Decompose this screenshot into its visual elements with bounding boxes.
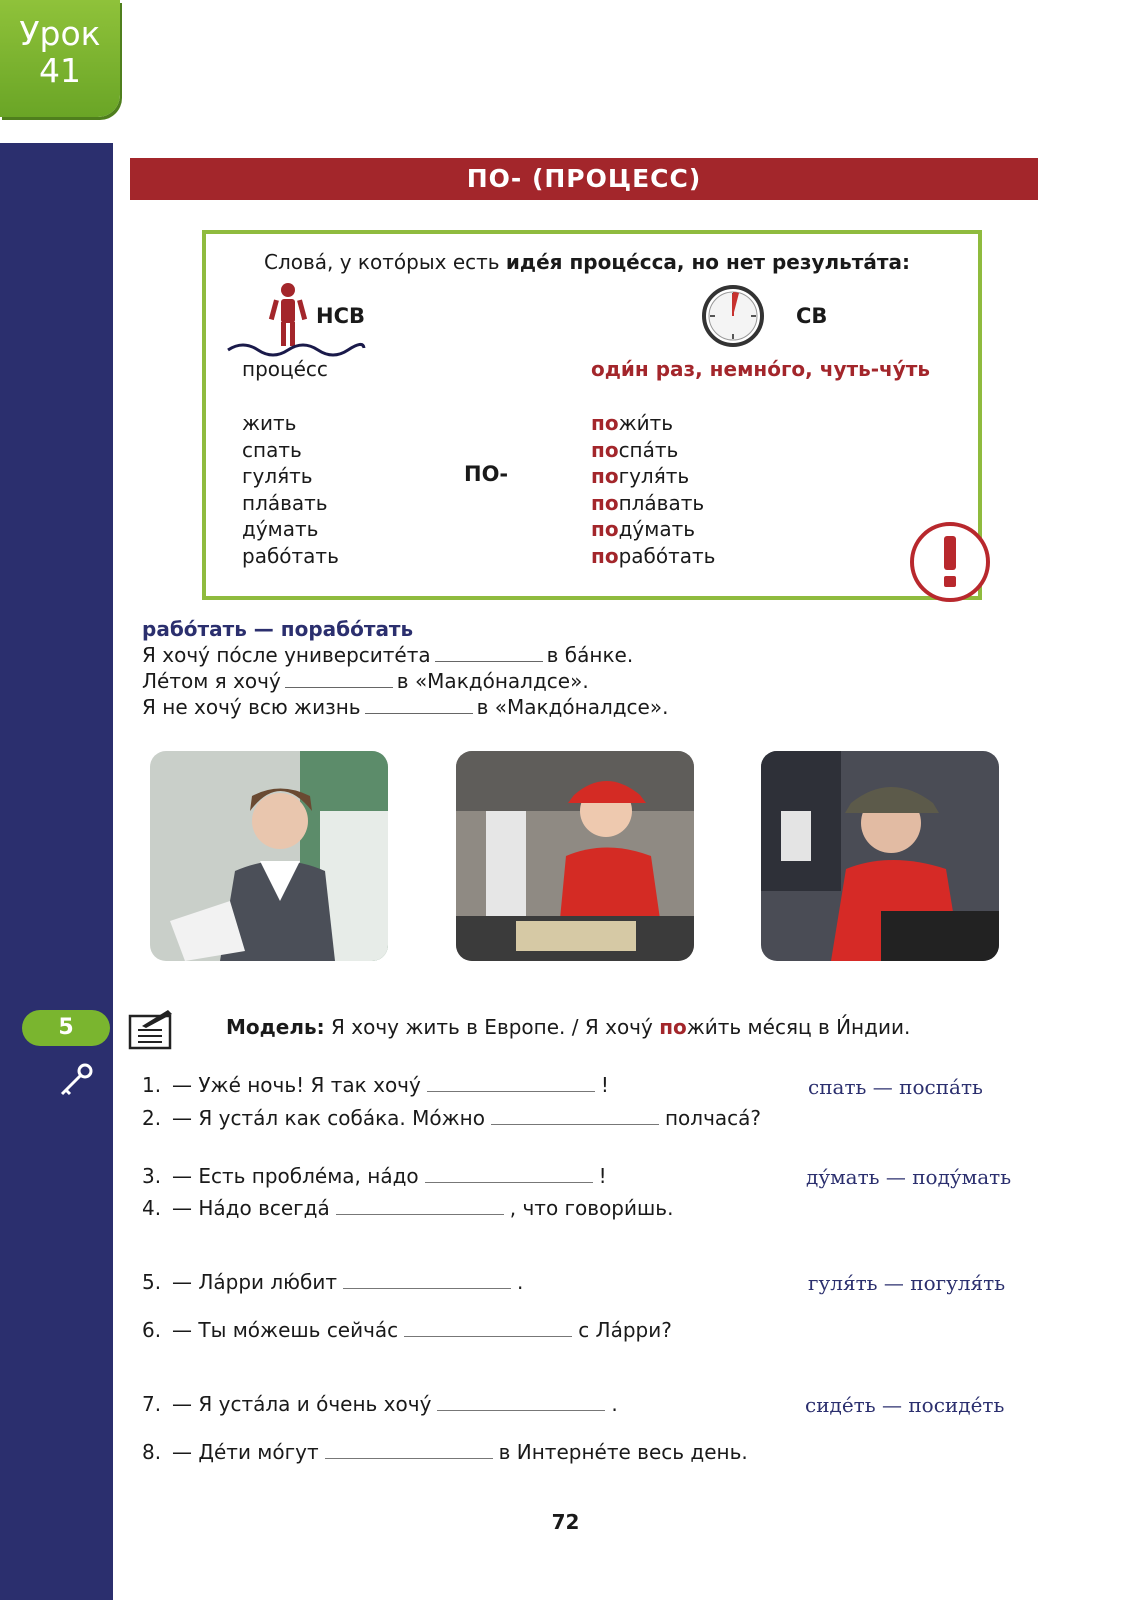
- example-heading: рабо́тать — порабо́тать: [142, 617, 414, 641]
- answer-blank[interactable]: [425, 1167, 593, 1183]
- prefix: по: [591, 517, 619, 541]
- rule-intro: [264, 250, 910, 274]
- list-item: ду́мать: [242, 517, 319, 541]
- prefix-label: ПО-: [464, 462, 509, 486]
- example-text: Я хочу́ по́сле университе́та: [142, 643, 431, 667]
- task-text: !: [598, 1164, 607, 1188]
- lesson-word: Урок: [19, 14, 101, 53]
- task-6: [142, 1318, 672, 1342]
- task-text: — Ты мо́жешь сейча́с: [172, 1318, 399, 1342]
- task-number: 1.: [142, 1073, 162, 1097]
- exclamation-icon: [908, 520, 992, 604]
- sv-meaning: оди́н раз, немно́го, чуть-чу́ть: [591, 357, 931, 381]
- prefix: по: [591, 490, 619, 515]
- task-4: [142, 1196, 673, 1220]
- task-number: 8.: [142, 1440, 162, 1464]
- photo-fastfood-worker-senior: [761, 751, 999, 961]
- example-line: [142, 694, 668, 720]
- example-text: Ле́том я хочу́: [142, 669, 281, 693]
- key-icon: [56, 1060, 96, 1100]
- write-task-icon: [128, 1008, 174, 1050]
- list-item: жить: [242, 411, 297, 435]
- section-title: ПО- (ПРОЦЕСС): [130, 158, 1038, 200]
- sidebar-band: [0, 143, 113, 1600]
- answer-blank[interactable]: [437, 1395, 605, 1411]
- model-text: Я хочу жить в Европе. / Я хочу́: [324, 1015, 660, 1039]
- rule-intro-bold: иде́я проце́сса, но нет результа́та:: [505, 250, 910, 274]
- task-number: 3.: [142, 1164, 162, 1188]
- model-text: жи́ть ме́сяц в И́ндии.: [686, 1015, 911, 1039]
- task-text: полчаса́?: [664, 1106, 762, 1130]
- task-text: — Есть пробле́ма, на́до: [172, 1164, 419, 1188]
- example-text: в «Макдо́налдсе».: [476, 695, 669, 719]
- task-text: .: [517, 1270, 524, 1294]
- photo-bank-employee: [150, 751, 388, 961]
- task-text: .: [611, 1392, 618, 1416]
- process-label: проце́сс: [242, 357, 328, 381]
- task-number: 7.: [142, 1392, 162, 1416]
- answer-blank[interactable]: [365, 698, 473, 714]
- stem: ду́мать: [618, 517, 696, 541]
- answer-blank[interactable]: [435, 646, 543, 662]
- example-line: [142, 642, 668, 668]
- task-2: [142, 1106, 761, 1130]
- list-item: [591, 437, 715, 464]
- task-3: [142, 1164, 607, 1188]
- list-item: [591, 543, 715, 570]
- list-item: [591, 490, 715, 517]
- verb-pair-hint: спать — поспа́ть: [808, 1075, 983, 1099]
- example-line: [142, 668, 668, 694]
- task-text: — Де́ти мо́гут: [172, 1440, 319, 1464]
- task-text: с Ла́рри?: [578, 1318, 672, 1342]
- task-5: [142, 1270, 523, 1294]
- stem: пла́вать: [618, 490, 705, 515]
- prefix: по: [591, 543, 619, 568]
- stem: рабо́тать: [618, 543, 716, 568]
- answer-blank[interactable]: [491, 1109, 659, 1125]
- stem: спа́ть: [618, 437, 679, 462]
- task-text: — Я уста́ла и о́чень хочу́: [172, 1392, 432, 1416]
- list-item: гуля́ть: [242, 464, 313, 488]
- task-text: — На́до всегда́: [172, 1196, 330, 1220]
- task-text: — Я уста́л как соба́ка. Мо́жно: [172, 1106, 485, 1130]
- task-number: 4.: [142, 1196, 162, 1220]
- list-item: рабо́тать: [242, 543, 339, 568]
- task-number: 2.: [142, 1106, 162, 1130]
- perfective-list: [591, 410, 715, 569]
- photo-fastfood-worker-young: [456, 751, 694, 961]
- prefix: по: [659, 1015, 687, 1039]
- task-text: !: [600, 1073, 609, 1097]
- task-text: — Уже́ ночь! Я так хочу́: [172, 1073, 421, 1097]
- rule-intro-plain: Слова́, у кото́рых есть: [264, 250, 506, 274]
- prefix: по: [591, 437, 619, 462]
- stem: гуля́ть: [618, 464, 690, 488]
- page-number: 72: [551, 1510, 580, 1534]
- task-text: в Интерне́те весь день.: [498, 1440, 748, 1464]
- list-item: [591, 410, 715, 437]
- answer-blank[interactable]: [325, 1443, 493, 1459]
- answer-blank[interactable]: [343, 1273, 511, 1289]
- task-number: 6.: [142, 1318, 162, 1342]
- example-text: Я не хочу́ всю жизнь: [142, 695, 361, 719]
- list-item: [591, 463, 715, 490]
- verb-pair-hint: сиде́ть — посиде́ть: [805, 1393, 1005, 1417]
- task-7: [142, 1392, 618, 1416]
- task-number: 5.: [142, 1270, 162, 1294]
- rule-box: [202, 230, 982, 600]
- task-text: , что говори́шь.: [509, 1196, 674, 1220]
- lesson-tab: [0, 0, 120, 117]
- stem: жи́ть: [618, 411, 674, 435]
- exercise-number-badge: 5: [22, 1010, 110, 1046]
- example-text: в ба́нке.: [546, 643, 634, 667]
- list-item: [591, 516, 715, 543]
- imperfective-list: [242, 410, 339, 569]
- prefix: по: [591, 411, 619, 435]
- example-text: в «Макдо́налдсе».: [396, 669, 589, 693]
- answer-blank[interactable]: [285, 672, 393, 688]
- verb-pair-hint: гуля́ть — погуля́ть: [808, 1271, 1006, 1295]
- list-item: спать: [242, 437, 302, 462]
- sv-label: СВ: [796, 304, 828, 328]
- model-sentence: [226, 1015, 910, 1039]
- list-item: пла́вать: [242, 490, 328, 515]
- example-block: [142, 616, 668, 720]
- task-1: [142, 1073, 609, 1097]
- answer-blank[interactable]: [404, 1321, 572, 1337]
- answer-blank[interactable]: [336, 1199, 504, 1215]
- verb-pair-hint: ду́мать — поду́мать: [806, 1165, 1012, 1189]
- prefix: по: [591, 464, 619, 488]
- model-label: Модель:: [226, 1015, 325, 1039]
- stopwatch-icon: [701, 284, 765, 348]
- nsv-label: НСВ: [316, 304, 365, 328]
- task-8: [142, 1440, 748, 1464]
- task-text: — Ла́рри лю́бит: [172, 1270, 337, 1294]
- lesson-number: 41: [39, 51, 81, 90]
- answer-blank[interactable]: [427, 1076, 595, 1092]
